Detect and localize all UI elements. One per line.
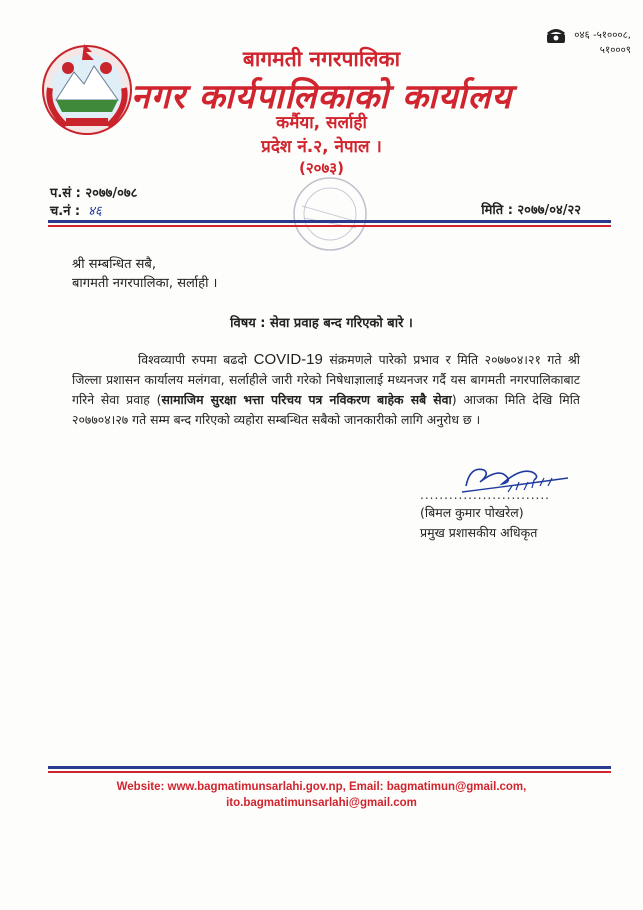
bottom-rule-red (48, 771, 611, 773)
body-bold-services: सामाजिम सुरक्षा भत्ता परिचय पत्र नविकरण बाहेक सबै सेवा (161, 392, 452, 407)
body-covid: COVID-19 (253, 351, 323, 368)
established-year: (२०७३) (299, 159, 344, 177)
dispatch-value: ४६ (88, 204, 102, 219)
fiscal-year: प.सं : २०७७/०७८ (50, 186, 138, 201)
phone-number-2: ५१०००९ (599, 45, 631, 56)
footer-contact-line-1: Website: www.bagmatimunsarlahi.gov.np, Email: bagmatimun@gmail.com, (116, 781, 527, 793)
phone-number-1: ०४६ -५१०००८, (574, 30, 631, 41)
signatory-title: प्रमुख प्रशासकीय अधिकृत (420, 525, 538, 540)
body-part-2: संक्रमणले पारेको प्रभाव र मिति २०७७०४।२१ गते श्री जिल्ला प्रशासन कार्यालय मलंगवा, सर्लाहीले जारी गरेको निषेधाज्ञालाई मध्यनजर गर्दै यस बागमती नगरपालिकाबाट गरिने सेवा प्रवाह ( (72, 352, 580, 407)
addressee-line-1: श्री सम्बन्धित सबै, (72, 257, 156, 272)
signature-dots: ........................... (420, 488, 550, 502)
letter-body (72, 350, 580, 430)
office-stamp-icon (284, 170, 376, 258)
office-province: प्रदेश नं.२, नेपाल । (261, 137, 382, 157)
footer-contact-line-2: ito.bagmatimunsarlahi@gmail.com (226, 797, 417, 809)
letter-subject: विषय : सेवा प्रवाह बन्द गरिएको बारे । (230, 316, 413, 331)
top-rule-blue (48, 220, 611, 223)
signatory-name: (बिमल कुमार पोखरेल) (420, 505, 524, 520)
letter-date: मिति : २०७७/०४/२२ (481, 203, 581, 218)
addressee-line-2: बागमती नगरपालिका, सर्लाही । (72, 276, 218, 291)
dispatch-label: च.नं : (50, 204, 81, 219)
telephone-icon (546, 28, 566, 44)
office-location: कर्मैया, सर्लाही (276, 113, 367, 133)
municipality-name: बागमती नगरपालिका (242, 47, 401, 71)
office-name: नगर कार्यपालिकाको कार्यालय (130, 77, 513, 117)
body-part-1: विश्वव्यापी रुपमा बढदो (138, 352, 254, 367)
dispatch-number (50, 201, 102, 219)
top-rule-red (48, 225, 611, 227)
bottom-rule-blue (48, 766, 611, 769)
body-part-3: ) आजका मिति देखि मिति २०७७०४।२७ गते सम्म बन्द गरिएको व्यहोरा सम्बन्धित सबैको जानकारीको लागि अनुरोध छ । (72, 392, 580, 427)
